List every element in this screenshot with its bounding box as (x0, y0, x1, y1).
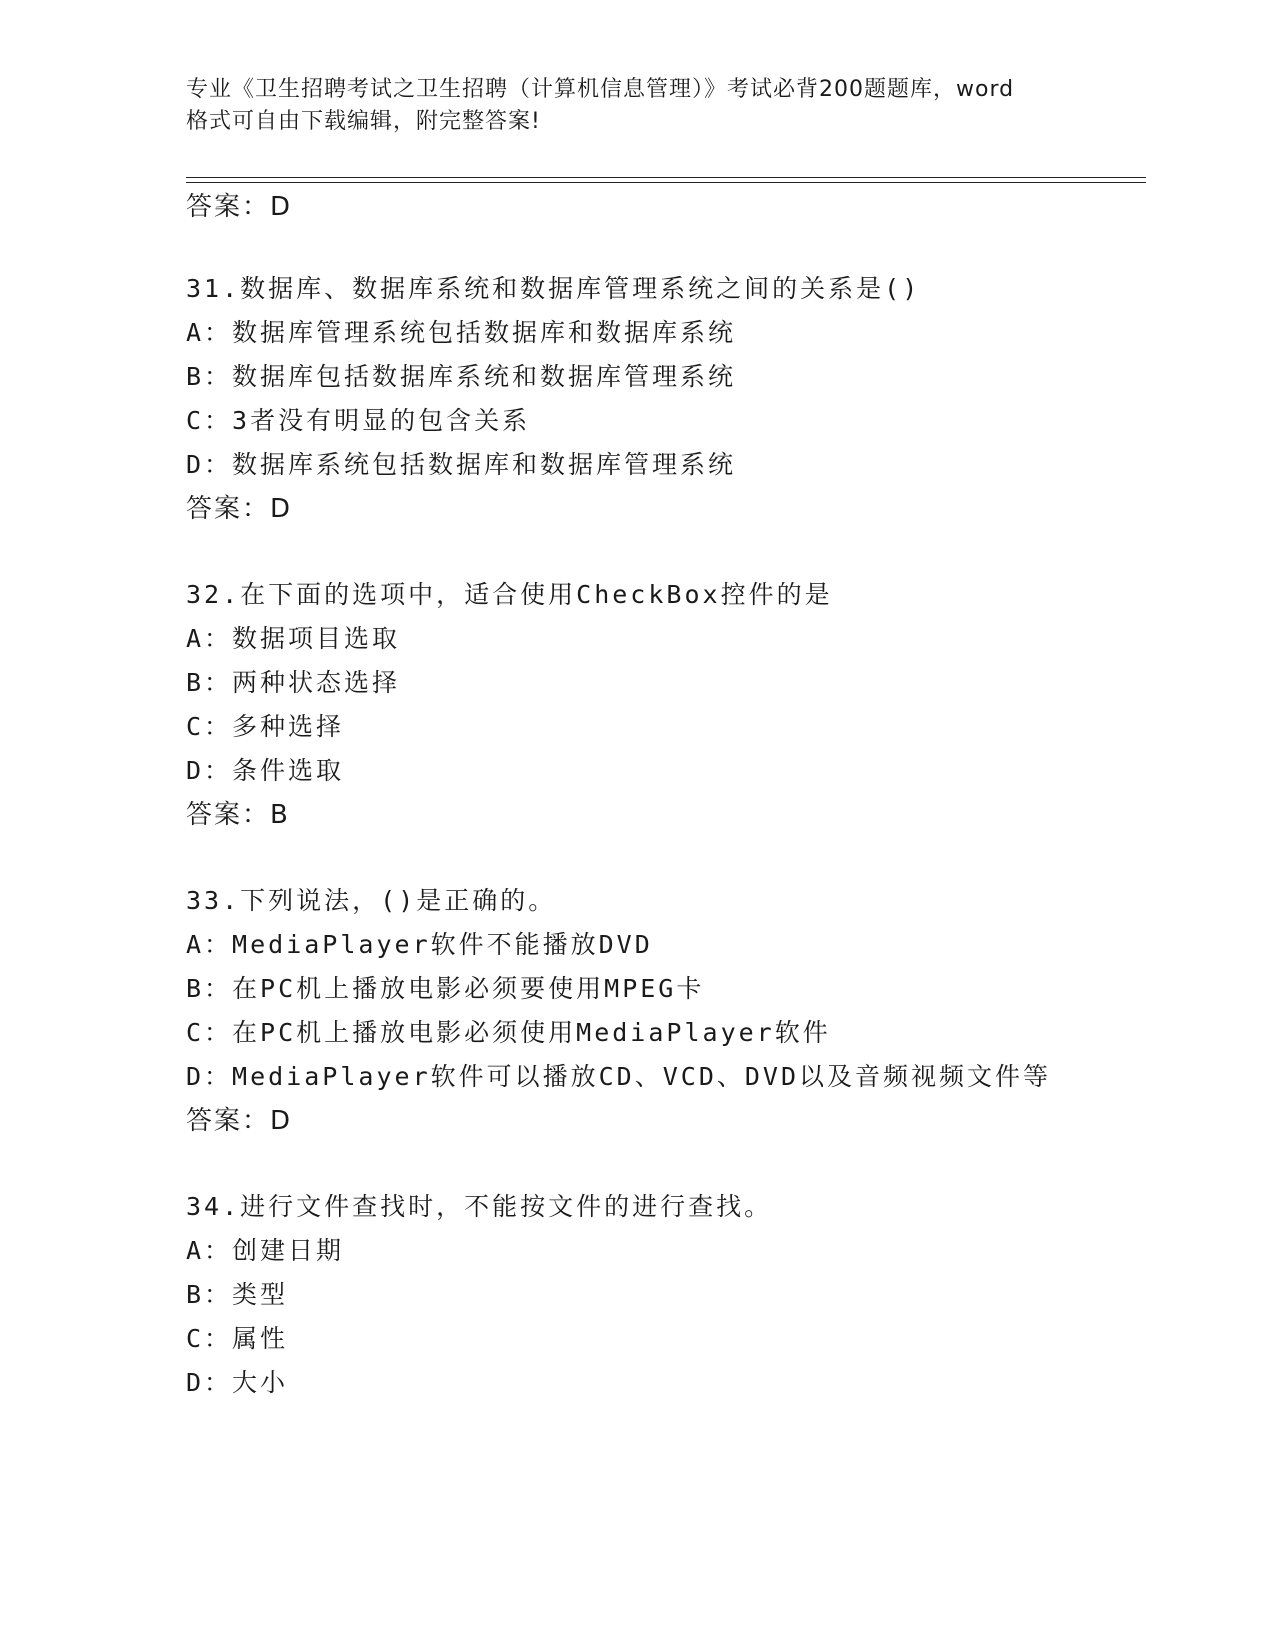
question-31-option-c: C：3者没有明显的包含关系 (186, 406, 531, 435)
question-34-option-b: B：类型 (186, 1280, 289, 1309)
question-31-stem: 31.数据库、数据库系统和数据库管理系统之间的关系是() (186, 274, 921, 303)
question-32-option-d: D：条件选取 (186, 756, 345, 785)
question-32-option-b: B：两种状态选择 (186, 668, 401, 697)
question-33-option-d: D：MediaPlayer软件可以播放CD、VCD、DVD以及音频视频文件等 (186, 1062, 1052, 1091)
question-32-option-c: C：多种选择 (186, 712, 345, 741)
question-31-option-a: A：数据库管理系统包括数据库和数据库系统 (186, 318, 737, 347)
question-34-option-c: C：属性 (186, 1324, 289, 1353)
header-rule-top (186, 177, 1146, 178)
question-31-option-b: B：数据库包括数据库系统和数据库管理系统 (186, 362, 737, 391)
question-34-stem: 34.进行文件查找时，不能按文件的进行查找。 (186, 1192, 773, 1221)
document-header (186, 74, 1086, 138)
question-31-option-d: D：数据库系统包括数据库和数据库管理系统 (186, 450, 737, 479)
question-33-answer: 答案：D (186, 1106, 293, 1136)
header-line-2: 格式可自由下载编辑，附完整答案! (186, 109, 541, 134)
question-33-stem: 33.下列说法，()是正确的。 (186, 886, 557, 915)
question-32-stem: 32.在下面的选项中，适合使用CheckBox控件的是 (186, 580, 833, 609)
question-33-option-c: C：在PC机上播放电影必须使用MediaPlayer软件 (186, 1018, 831, 1047)
question-34-option-d: D：大小 (186, 1368, 289, 1397)
answer-30: 答案：D (186, 192, 293, 222)
question-34-option-a: A：创建日期 (186, 1236, 345, 1265)
header-line-1: 专业《卫生招聘考试之卫生招聘（计算机信息管理）》考试必背200题题库，word (186, 77, 1015, 102)
question-31-answer: 答案：D (186, 494, 293, 524)
header-rule-bottom (186, 182, 1146, 183)
question-32-answer: 答案：B (186, 800, 290, 830)
question-33-option-a: A：MediaPlayer软件不能播放DVD (186, 930, 653, 959)
question-33-option-b: B：在PC机上播放电影必须要使用MPEG卡 (186, 974, 705, 1003)
question-32-option-a: A：数据项目选取 (186, 624, 401, 653)
